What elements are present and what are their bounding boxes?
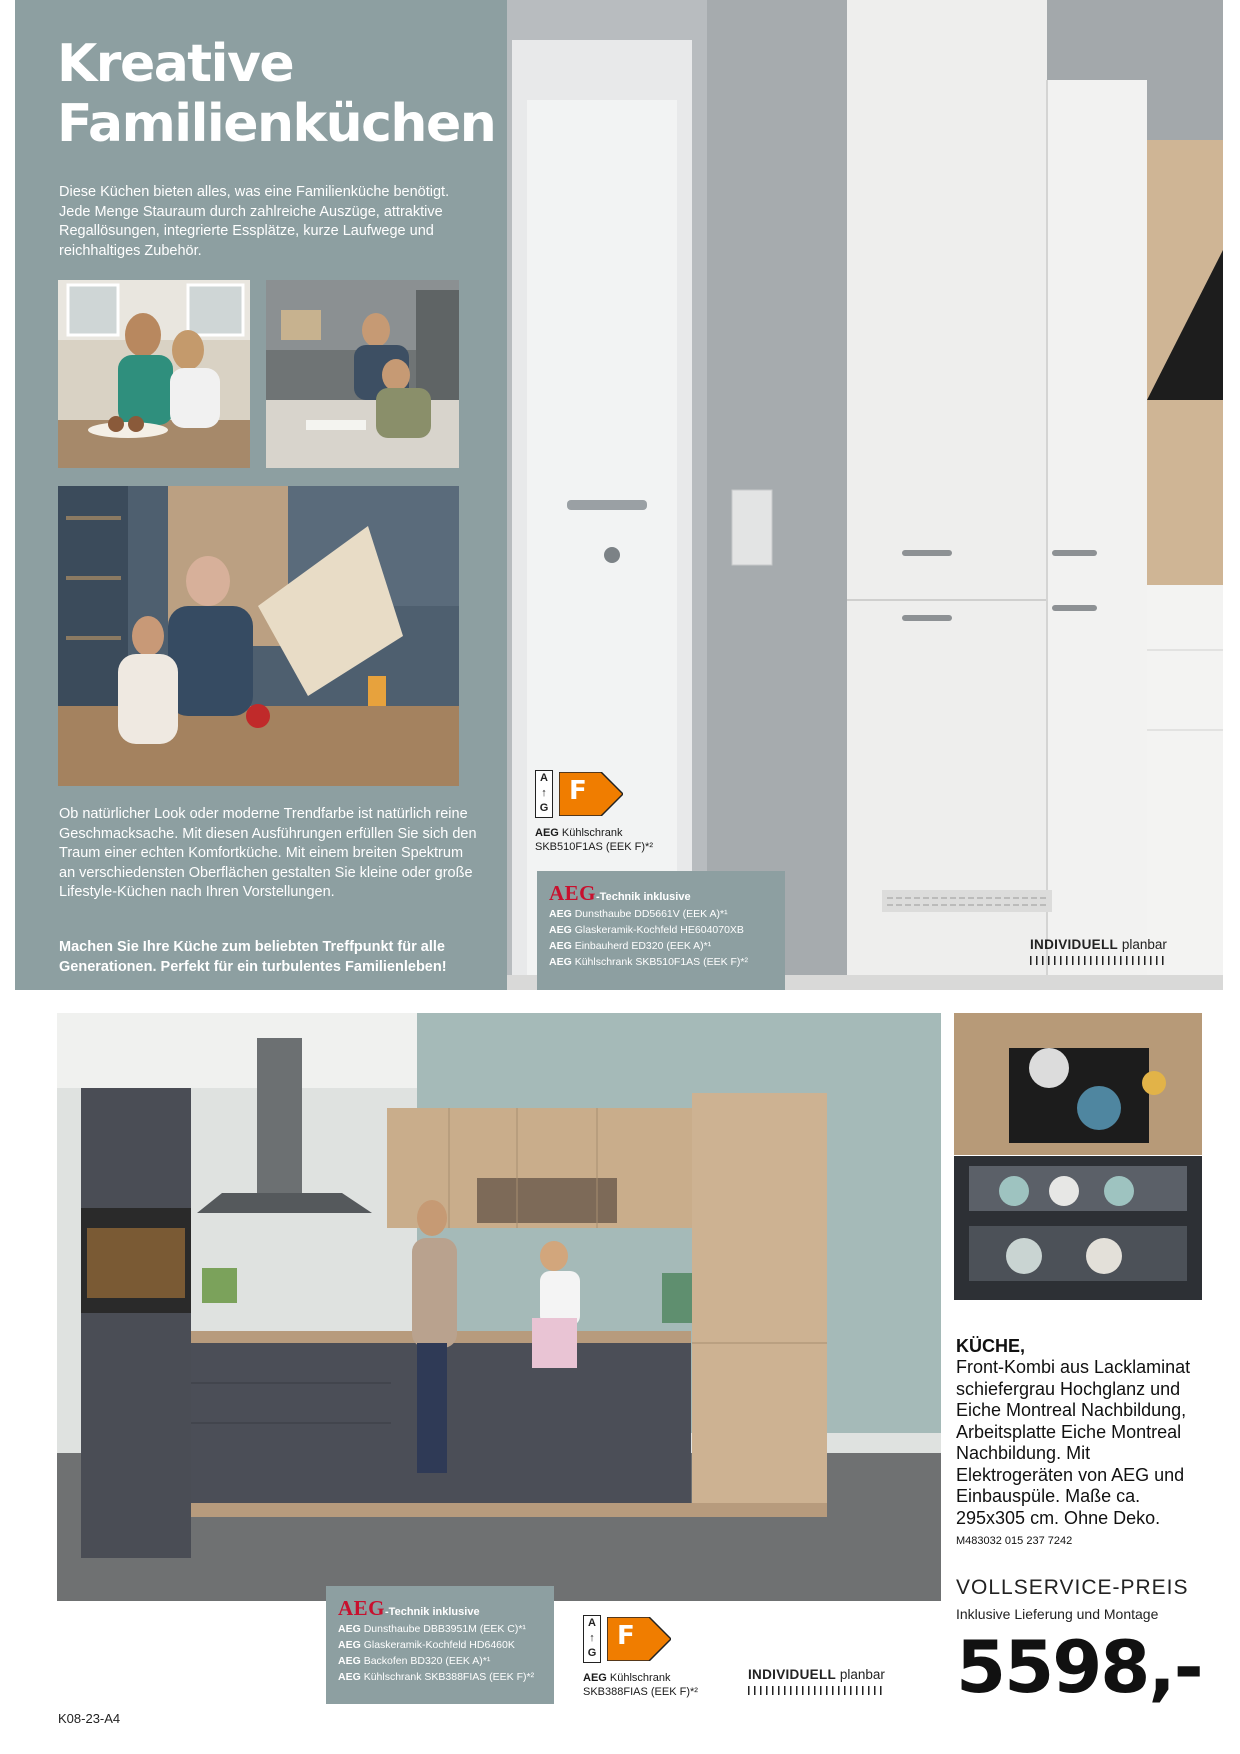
aeg-item: AEG Einbauherd ED320 (EEK A)*¹: [549, 940, 712, 952]
title-line-1: Kreative: [57, 34, 294, 94]
individuell-planbar-bottom: INDIVIDUELL planbar: [748, 1667, 885, 1695]
price: 5598,-: [956, 1625, 1202, 1709]
product-description: Front-Kombi aus Lacklaminat schiefergrau Hochglanz und Eiche Montreal Nachbildung, Arbeitsplatte Eiche Montreal Nachbildung. Mit Elektrogeräten von AEG und Einbauspüle. Maße ca. 295x305 cm. Ohne Deko.: [956, 1357, 1191, 1528]
photo-ceramic-hob: [954, 1013, 1202, 1155]
kitchen-photo-main: [57, 1013, 941, 1601]
energy-note-bottom: AEG Kühlschrank SKB388FIAS (EEK F)*²: [583, 1672, 698, 1698]
aeg-item: AEG Glaskeramik-Kochfeld HD6460K: [338, 1639, 515, 1651]
energy-scale: A ↑ G: [583, 1615, 601, 1663]
aeg-item: AEG Kühlschrank SKB388FIAS (EEK F)*²: [338, 1671, 535, 1683]
energy-class: F: [569, 776, 587, 806]
product-title: KÜCHE,: [956, 1336, 1026, 1356]
photo-mother-daughter-baking: [58, 280, 250, 468]
aeg-technik-box-top: AEG-Technik inklusive AEG Dunsthaube DD5661V (EEK A)*¹ AEG Glaskeramik-Kochfeld HE604070XB AEG Einbauherd ED320 (EEK A)*¹ AEG Kühlschrank SKB510F1AS (EEK F)*²: [537, 871, 785, 990]
photo-father-son-kitchen: [266, 280, 459, 468]
title-line-2: Familienküchen: [57, 94, 496, 154]
aeg-logo: AEG: [338, 1596, 386, 1620]
body-text: Ob natürlicher Look oder moderne Trendfarbe ist natürlich reine Geschmacksache. Mit diesen Ausführungen erfüllen Sie sich den Traum einer echten Komfortküche. Mit einem breiten Spektrum an verschiedensten Oberflächen gestalten Sie kleine oder große Lifestyle-Küchen nach Ihren Vorstellungen.: [59, 806, 477, 900]
intro-panel: [15, 0, 507, 990]
photo-drawer-interior: [954, 1156, 1202, 1300]
aeg-item: AEG Dunsthaube DD5661V (EEK A)*¹: [549, 908, 728, 920]
intro-text: Diese Küchen bieten alles, was eine Familienküche benötigt. Jede Menge Stauraum durch zahlreiche Auszüge, attraktive Regallösungen, integrierte Essplätze, kurze Laufwege und reichhaltiges Zubehör.: [59, 184, 450, 259]
aeg-item: AEG Backofen BD320 (EEK A)*¹: [338, 1655, 491, 1667]
photo-grandfather-girl: [58, 486, 459, 786]
aeg-item: AEG Dunsthaube DBB3951M (EEK C)*¹: [338, 1623, 526, 1635]
aeg-technik-box-bottom: AEG-Technik inklusive AEG Dunsthaube DBB3951M (EEK C)*¹ AEG Glaskeramik-Kochfeld HD6460K AEG Backofen BD320 (EEK A)*¹ AEG Kühlschrank SKB388FIAS (EEK F)*²: [326, 1586, 554, 1704]
page-code: K08-23-A4: [58, 1711, 121, 1726]
cta-text: Machen Sie Ihre Küche zum beliebten Treffpunkt für alle Generationen. Perfekt für ein turbulentes Familienleben!: [59, 939, 447, 975]
energy-scale: A ↑ G: [535, 770, 553, 818]
ruler-graphic: [748, 1686, 884, 1695]
energy-note-top: AEG Kühlschrank SKB510F1AS (EEK F)*²: [535, 827, 653, 853]
ruler-graphic: [1030, 956, 1166, 965]
individuell-planbar-top: INDIVIDUELL planbar: [1030, 937, 1167, 965]
aeg-item: AEG Glaskeramik-Kochfeld HE604070XB: [549, 924, 744, 936]
product-details: [956, 1335, 1206, 1547]
service-price-subtitle: Inklusive Lieferung und Montage: [956, 1606, 1159, 1622]
aeg-item: AEG Kühlschrank SKB510F1AS (EEK F)*²: [549, 956, 749, 968]
product-code: M483032 015 237 7242: [956, 1535, 1073, 1547]
service-price-title: VOLLSERVICE-PREIS: [956, 1576, 1189, 1599]
page-title: [57, 34, 496, 154]
energy-class: F: [617, 1621, 635, 1651]
aeg-logo: AEG: [549, 881, 597, 905]
